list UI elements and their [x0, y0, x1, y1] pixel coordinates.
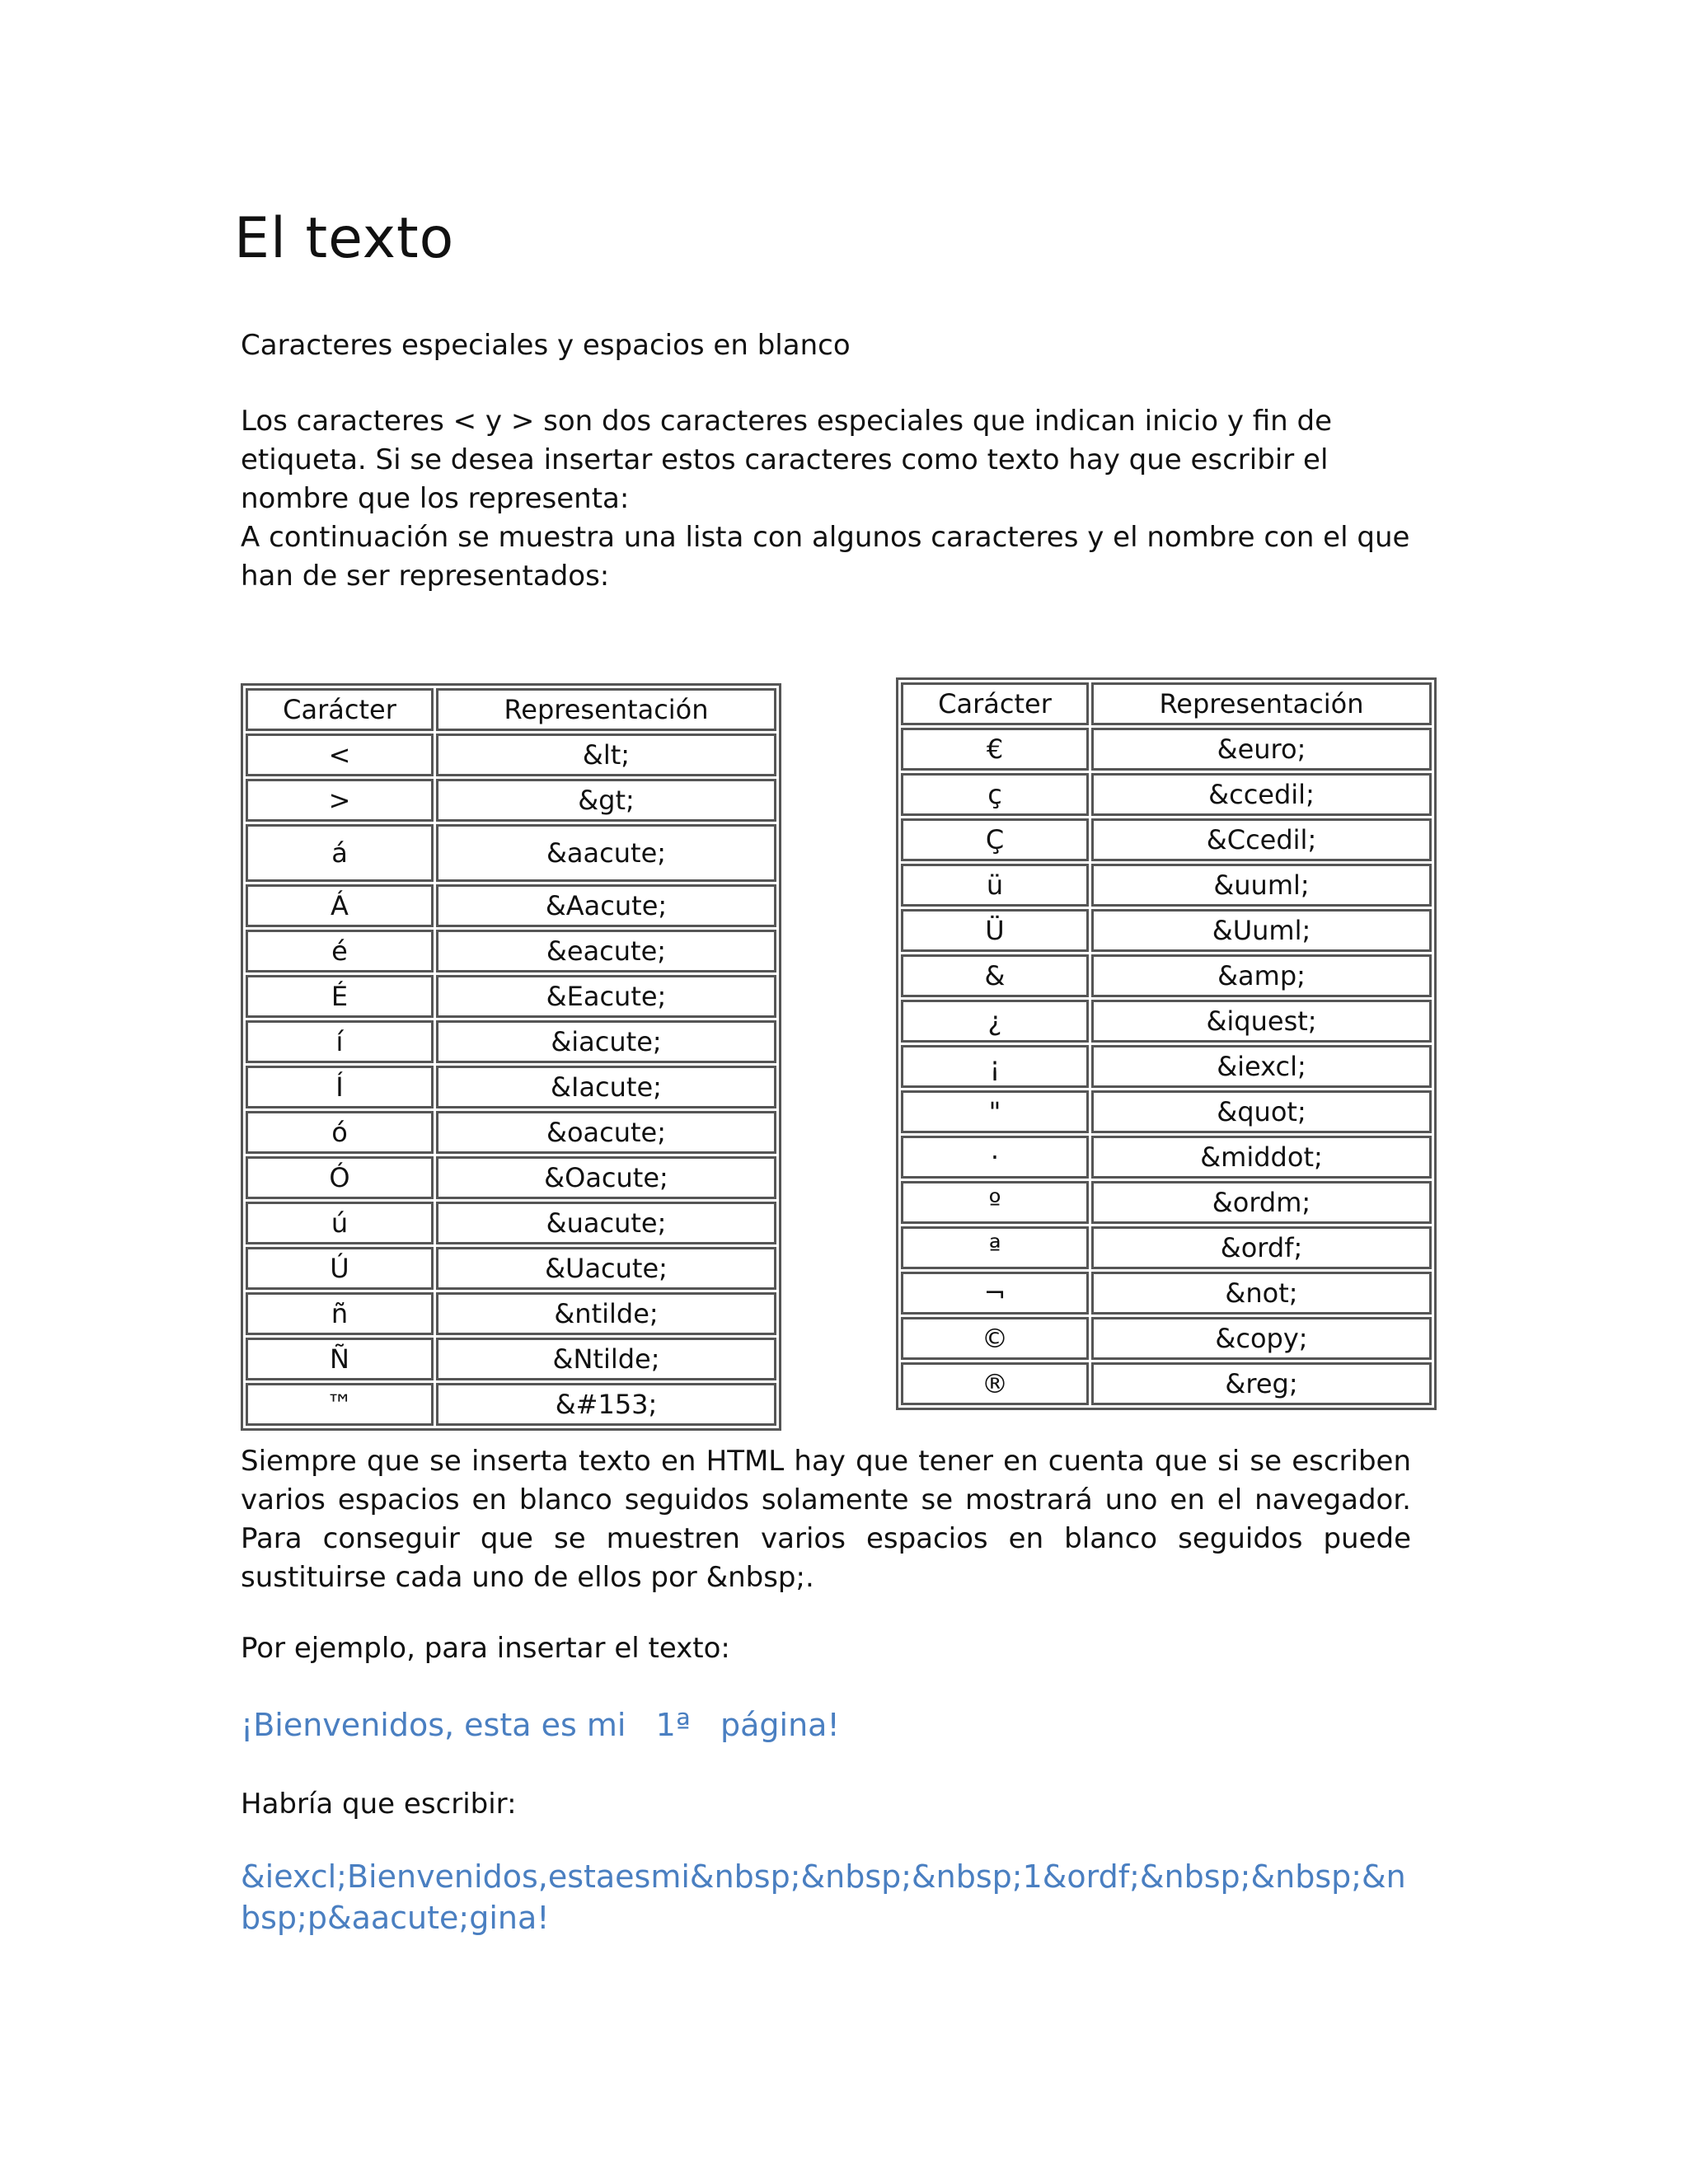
- cell-repr: &Oacute;: [436, 1156, 776, 1199]
- cell-repr: &middot;: [1091, 1136, 1432, 1179]
- cell-char: Ç: [901, 818, 1089, 861]
- header-repr: Representación: [436, 688, 776, 731]
- table-row: [901, 1272, 1432, 1315]
- header-repr: Representación: [1091, 682, 1432, 725]
- table-row: [246, 1020, 776, 1063]
- cell-char: ¡: [901, 1045, 1089, 1088]
- cell-char: Ó: [246, 1156, 434, 1199]
- cell-char: ©: [901, 1317, 1089, 1360]
- cell-repr: &lt;: [436, 733, 776, 776]
- cell-char: ": [901, 1090, 1089, 1133]
- table-row: [901, 1136, 1432, 1179]
- table-row: [901, 1317, 1432, 1360]
- table-row: [246, 1383, 776, 1426]
- cell-repr: &Uacute;: [436, 1247, 776, 1290]
- header-char: Carácter: [246, 688, 434, 731]
- table-header-row: [901, 682, 1432, 725]
- cell-repr: &eacute;: [436, 930, 776, 972]
- cell-repr: &ordm;: [1091, 1181, 1432, 1224]
- table-row: [901, 1000, 1432, 1043]
- cell-char: ó: [246, 1111, 434, 1154]
- cell-char: ª: [901, 1226, 1089, 1269]
- cell-char: é: [246, 930, 434, 972]
- cell-char: ¬: [901, 1272, 1089, 1315]
- table-row: [246, 1202, 776, 1244]
- intro-paragraph-1: Los caracteres < y > son dos caracteres especiales que indican inicio y fin de etiqueta. Si se desea insertar estos caracteres como texto hay que escribir el nombre que los representa:: [241, 405, 1333, 515]
- cell-repr: &ordf;: [1091, 1226, 1432, 1269]
- cell-repr: &reg;: [1091, 1362, 1432, 1405]
- table-row: [246, 975, 776, 1018]
- table-row: [901, 909, 1432, 952]
- cell-char: í: [246, 1020, 434, 1063]
- cell-char: É: [246, 975, 434, 1018]
- table-row: [246, 1111, 776, 1154]
- cell-repr: &iexcl;: [1091, 1045, 1432, 1088]
- table-row: [246, 884, 776, 927]
- cell-char: &: [901, 954, 1089, 997]
- cell-char: ü: [901, 864, 1089, 907]
- cell-repr: &ntilde;: [436, 1292, 776, 1335]
- cell-repr: &quot;: [1091, 1090, 1432, 1133]
- cell-char: á: [246, 824, 434, 882]
- cell-char: º: [901, 1181, 1089, 1224]
- cell-repr: &uuml;: [1091, 864, 1432, 907]
- table-header-row: [246, 688, 776, 731]
- table-row: [246, 1066, 776, 1108]
- cell-repr: &oacute;: [436, 1111, 776, 1154]
- cell-char: <: [246, 733, 434, 776]
- cell-repr: &Ccedil;: [1091, 818, 1432, 861]
- cell-repr: &gt;: [436, 779, 776, 822]
- cell-repr: &Uuml;: [1091, 909, 1432, 952]
- cell-repr: &uacute;: [436, 1202, 776, 1244]
- cell-repr: &euro;: [1091, 728, 1432, 771]
- cell-repr: &Ntilde;: [436, 1338, 776, 1380]
- cell-char: ç: [901, 773, 1089, 816]
- cell-repr: &aacute;: [436, 824, 776, 882]
- cell-repr: &amp;: [1091, 954, 1432, 997]
- cell-repr: &iacute;: [436, 1020, 776, 1063]
- table-row: [901, 1045, 1432, 1088]
- cell-char: >: [246, 779, 434, 822]
- table-row: [901, 954, 1432, 997]
- table-row: [901, 1090, 1432, 1133]
- cell-char: Ñ: [246, 1338, 434, 1380]
- table-row: [901, 1181, 1432, 1224]
- cell-char: ¿: [901, 1000, 1089, 1043]
- cell-char: ñ: [246, 1292, 434, 1335]
- table-row: [246, 1338, 776, 1380]
- intro-paragraph-2: A continuación se muestra una lista con algunos caracteres y el nombre con el que han de ser representados:: [241, 521, 1410, 593]
- example-text: ¡Bienvenidos, esta es mi 1ª página!: [241, 1707, 840, 1743]
- table-row: [246, 1247, 776, 1290]
- entities-table-right: [896, 677, 1437, 1410]
- table-row: [901, 728, 1432, 771]
- cell-char: Ü: [901, 909, 1089, 952]
- section-subtitle: Caracteres especiales y espacios en blanco: [241, 329, 851, 362]
- write-intro: Habría que escribir:: [241, 1788, 517, 1821]
- cell-char: ·: [901, 1136, 1089, 1179]
- cell-repr: &Iacute;: [436, 1066, 776, 1108]
- table-row: [246, 824, 776, 882]
- cell-repr: &not;: [1091, 1272, 1432, 1315]
- cell-repr: &copy;: [1091, 1317, 1432, 1360]
- cell-repr: &Aacute;: [436, 884, 776, 927]
- cell-repr: &iquest;: [1091, 1000, 1432, 1043]
- example-code: &iexcl;Bienvenidos,estaesmi&nbsp;&nbsp;&nbsp;1&ordf;&nbsp;&nbsp;&nbsp;p&aacute;gina!: [241, 1858, 1406, 1936]
- cell-repr: &#153;: [436, 1383, 776, 1426]
- cell-char: Á: [246, 884, 434, 927]
- cell-char: €: [901, 728, 1089, 771]
- spaces-paragraph: Siempre que se inserta texto en HTML hay que tener en cuenta que si se escriben varios espacios en blanco seguidos solamente se mostrará uno en el navegador. Para conseguir que se muestren varios espacios en blanco seguidos puede sustituirse cada uno de ellos por &nbsp;.: [241, 1445, 1411, 1594]
- cell-char: Í: [246, 1066, 434, 1108]
- table-row: [246, 779, 776, 822]
- table-row: [901, 818, 1432, 861]
- page-title: El texto: [234, 206, 455, 271]
- cell-char: ®: [901, 1362, 1089, 1405]
- cell-repr: &ccedil;: [1091, 773, 1432, 816]
- table-row: [246, 1156, 776, 1199]
- table-row: [246, 1292, 776, 1335]
- table-row: [901, 864, 1432, 907]
- table-row: [901, 773, 1432, 816]
- example-intro: Por ejemplo, para insertar el texto:: [241, 1632, 730, 1665]
- header-char: Carácter: [901, 682, 1089, 725]
- cell-repr: &Eacute;: [436, 975, 776, 1018]
- cell-char: Ú: [246, 1247, 434, 1290]
- cell-char: ú: [246, 1202, 434, 1244]
- entities-table-left: [241, 683, 781, 1431]
- table-row: [901, 1362, 1432, 1405]
- table-row: [246, 733, 776, 776]
- table-row: [246, 930, 776, 972]
- table-row: [901, 1226, 1432, 1269]
- cell-char: ™: [246, 1383, 434, 1426]
